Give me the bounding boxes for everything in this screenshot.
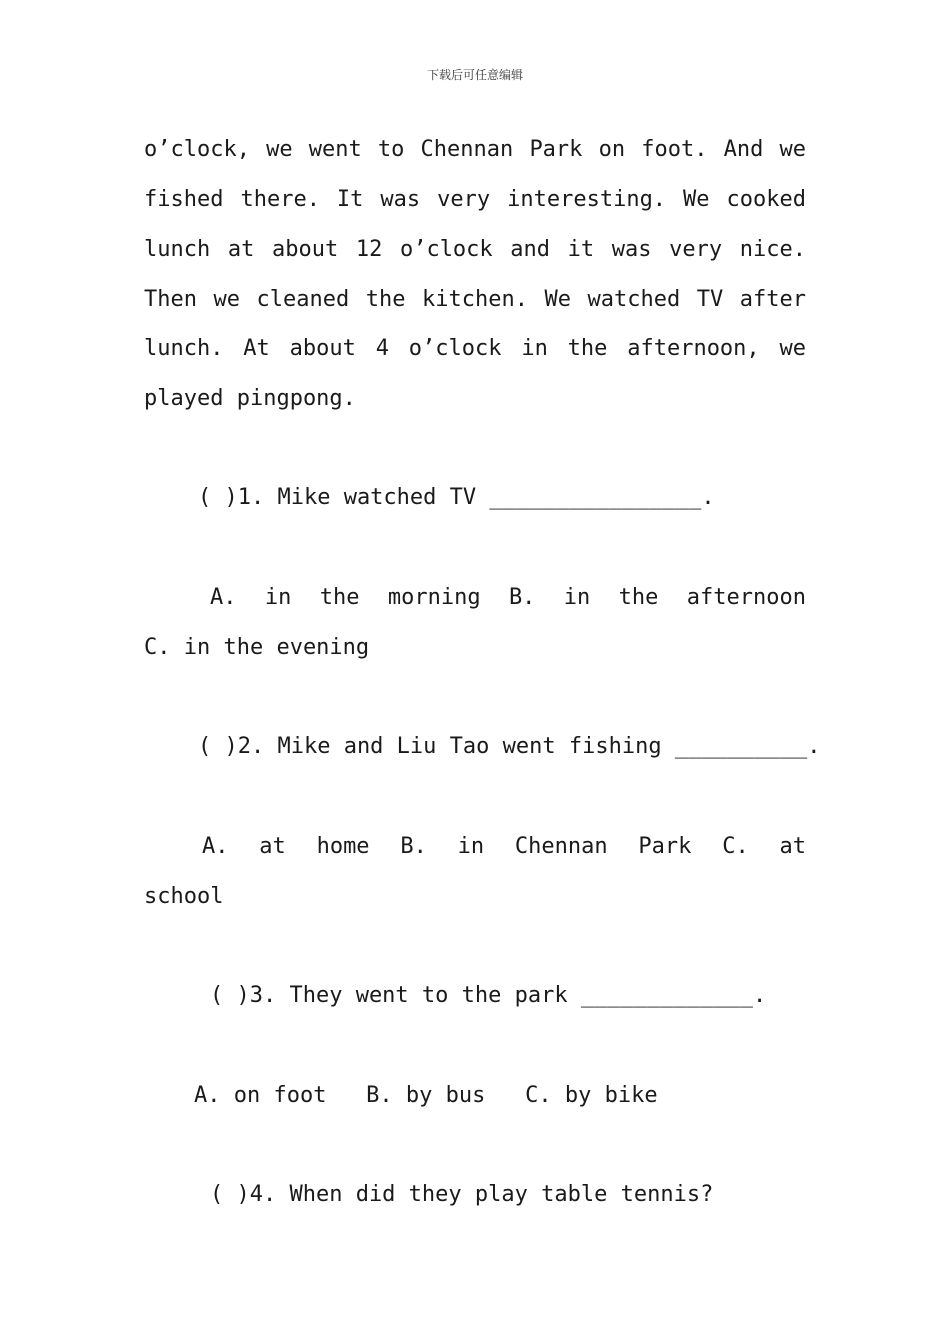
question-3-stem: ( )3. They went to the park _____________. [210,983,767,1008]
passage-line-6: played pingpong. [144,386,356,411]
passage-line-1: o’clock, we went to Chennan Park on foot. And we [144,137,806,162]
passage-line-2: fished there. It was very interesting. We cooked [144,187,806,212]
question-1-option-c: C. in the evening [144,635,370,660]
passage-line-4: Then we cleaned the kitchen. We watched TV after [144,287,806,312]
question-1-stem: ( )1. Mike watched TV ________________. [198,485,715,510]
page-header: 下载后可任意编辑 [426,68,523,82]
question-2-stem: ( )2. Mike and Liu Tao went fishing __________. [198,734,821,759]
passage-line-5: lunch. At about 4 o’clock in the afternoon, we [144,336,806,361]
passage-line-3: lunch at about 12 o’clock and it was very nice. [144,237,806,262]
question-3-options: A. on foot B. by bus C. by bike [194,1083,658,1108]
question-2-options: A. at home B. in Chennan Park C. at [202,834,806,859]
question-2-options-cont: school [144,884,224,909]
question-4-stem: ( )4. When did they play table tennis? [210,1182,714,1207]
question-1-options-a-b: A. in the morning B. in the afternoon [210,585,806,610]
